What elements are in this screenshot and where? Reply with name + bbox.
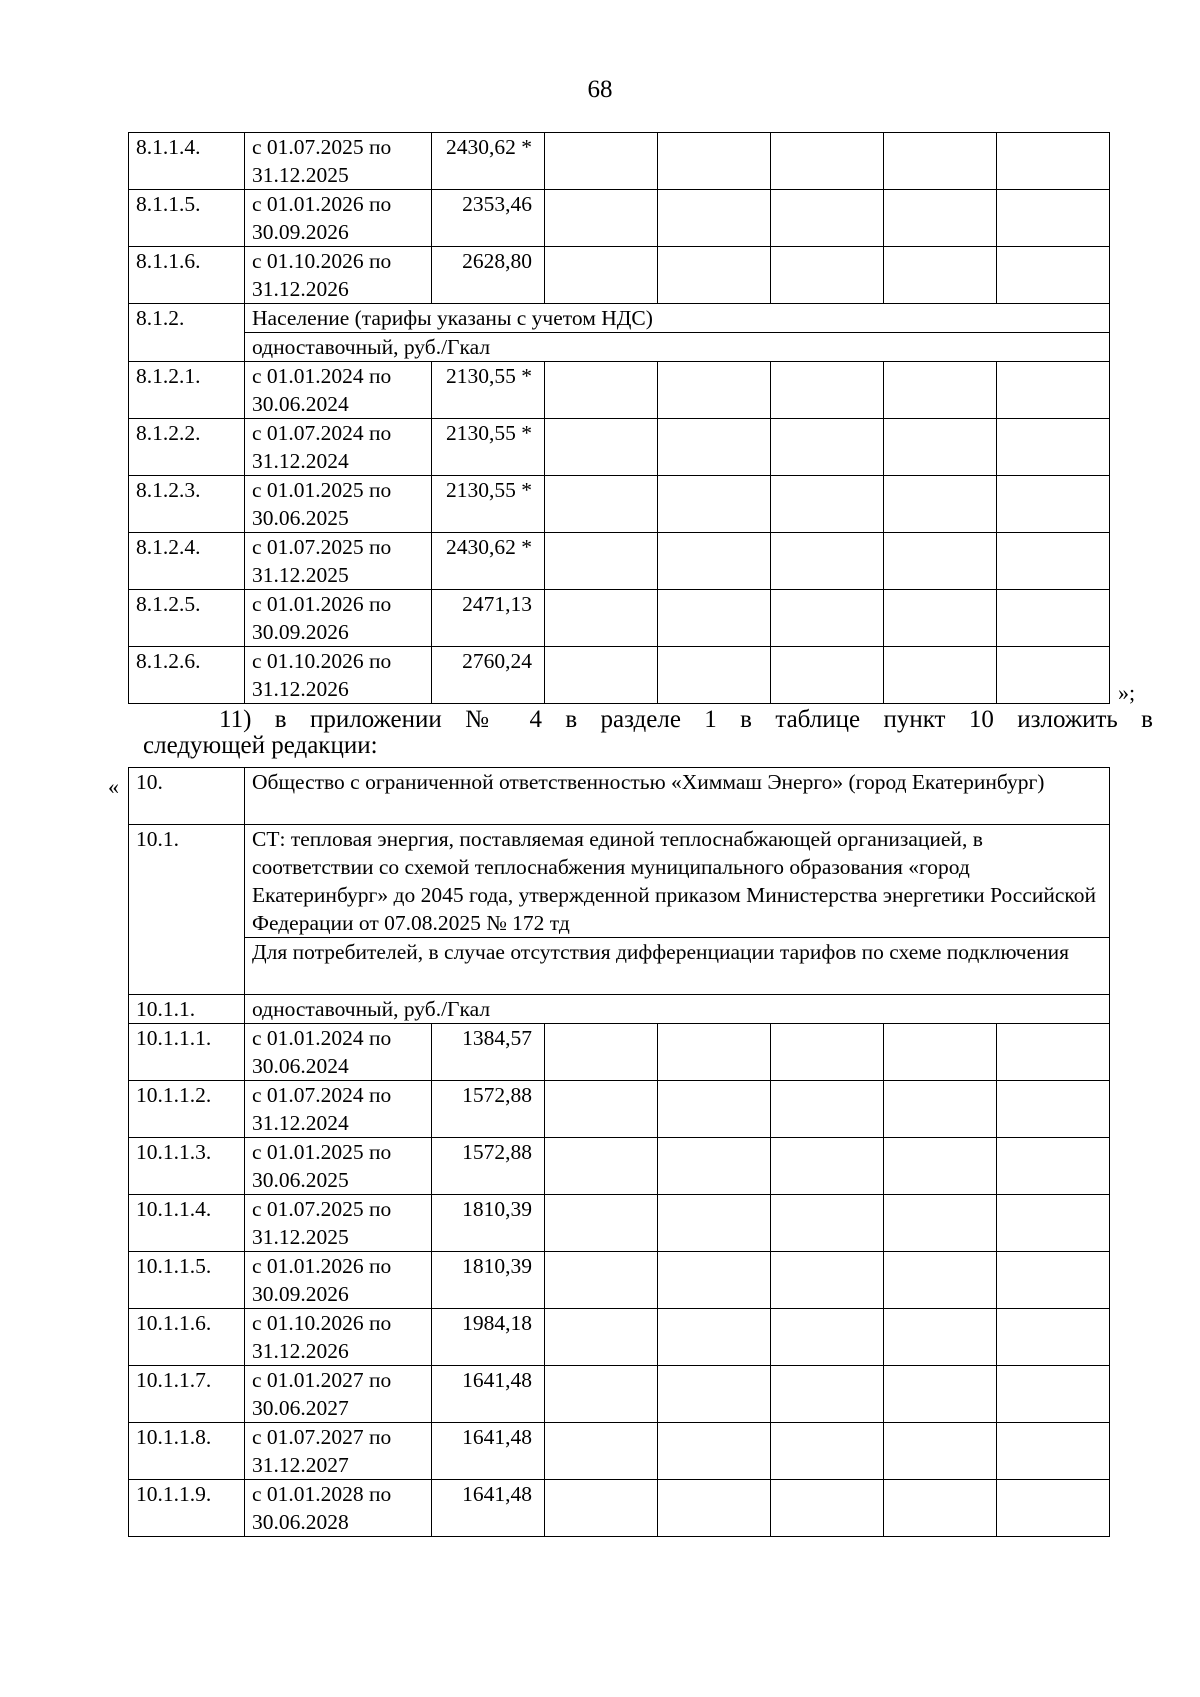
table-row	[129, 1366, 1110, 1423]
empty-cell	[545, 362, 658, 419]
empty-cell	[658, 1195, 771, 1252]
group-unit: одноставочный, руб./Гкал	[245, 333, 1110, 362]
table-row	[129, 1252, 1110, 1309]
row-value: 1984,18	[432, 1309, 545, 1366]
paragraph-line-2: следующей редакции:	[143, 732, 378, 759]
row-number: 10.1.1.4.	[129, 1195, 245, 1252]
empty-cell	[771, 533, 884, 590]
unit-number: 10.1.1.	[129, 995, 245, 1024]
unit-row	[129, 995, 1110, 1024]
empty-cell	[545, 190, 658, 247]
empty-cell	[884, 1252, 997, 1309]
empty-cell	[884, 1138, 997, 1195]
org-title: Общество с ограниченной ответственностью «Химмаш Энерго» (город Екатеринбург)	[245, 768, 1110, 825]
empty-cell	[658, 133, 771, 190]
empty-cell	[545, 1366, 658, 1423]
empty-cell	[545, 133, 658, 190]
empty-cell	[658, 1081, 771, 1138]
sub-row	[129, 825, 1110, 938]
empty-cell	[545, 1423, 658, 1480]
empty-cell	[658, 1252, 771, 1309]
table-row	[129, 190, 1110, 247]
empty-cell	[545, 476, 658, 533]
row-period: с 01.01.2025 по 30.06.2025	[245, 476, 432, 533]
sub-title: СТ: тепловая энергия, поставляемая единой теплоснабжающей организацией, в соответствии со схемой теплоснабжения муниципального образования «город Екатеринбург» до 2045 года, утвержденной приказом Министерства энергетики Российской Федерации от 07.08.2025 № 172 тд	[245, 825, 1110, 938]
row-value: 2353,46	[432, 190, 545, 247]
empty-cell	[545, 1480, 658, 1537]
empty-cell	[884, 476, 997, 533]
empty-cell	[545, 247, 658, 304]
empty-cell	[884, 1024, 997, 1081]
amendment-paragraph	[143, 707, 1153, 759]
empty-cell	[884, 419, 997, 476]
empty-cell	[771, 1366, 884, 1423]
empty-cell	[658, 362, 771, 419]
row-period: с 01.01.2026 по 30.09.2026	[245, 1252, 432, 1309]
empty-cell	[545, 590, 658, 647]
row-period: с 01.10.2026 по 31.12.2026	[245, 647, 432, 704]
sub-number: 10.1.	[129, 825, 245, 995]
empty-cell	[545, 1195, 658, 1252]
group-title: Население (тарифы указаны с учетом НДС)	[245, 304, 1110, 333]
row-period: с 01.07.2024 по 31.12.2024	[245, 1081, 432, 1138]
row-number: 10.1.1.7.	[129, 1366, 245, 1423]
row-number: 8.1.2.2.	[129, 419, 245, 476]
row-period: с 01.01.2026 по 30.09.2026	[245, 190, 432, 247]
empty-cell	[997, 419, 1110, 476]
empty-cell	[771, 1138, 884, 1195]
empty-cell	[997, 1423, 1110, 1480]
empty-cell	[771, 1423, 884, 1480]
empty-cell	[997, 647, 1110, 704]
empty-cell	[884, 533, 997, 590]
row-number: 10.1.1.8.	[129, 1423, 245, 1480]
table-row	[129, 476, 1110, 533]
page-number: 68	[587, 76, 613, 103]
closing-quote-mark: »;	[1118, 680, 1136, 705]
row-value: 2760,24	[432, 647, 545, 704]
row-period: с 01.07.2025 по 31.12.2025	[245, 1195, 432, 1252]
empty-cell	[658, 590, 771, 647]
row-number: 10.1.1.1.	[129, 1024, 245, 1081]
table-row	[129, 1423, 1110, 1480]
empty-cell	[997, 247, 1110, 304]
row-value: 1810,39	[432, 1195, 545, 1252]
table-row	[129, 1138, 1110, 1195]
row-period: с 01.01.2025 по 30.06.2025	[245, 1138, 432, 1195]
sub-note-row	[129, 938, 1110, 995]
empty-cell	[771, 419, 884, 476]
group-row-8-1-2	[129, 304, 1110, 333]
row-number: 10.1.1.3.	[129, 1138, 245, 1195]
empty-cell	[771, 590, 884, 647]
group-number: 8.1.2.	[129, 304, 245, 362]
table-row	[129, 1195, 1110, 1252]
row-value: 1810,39	[432, 1252, 545, 1309]
empty-cell	[884, 1081, 997, 1138]
unit-title: одноставочный, руб./Гкал	[245, 995, 1110, 1024]
row-value: 1641,48	[432, 1366, 545, 1423]
empty-cell	[658, 1309, 771, 1366]
empty-cell	[884, 1366, 997, 1423]
row-period: с 01.07.2024 по 31.12.2024	[245, 419, 432, 476]
row-value: 2430,62 *	[432, 533, 545, 590]
empty-cell	[997, 1081, 1110, 1138]
row-period: с 01.07.2025 по 31.12.2025	[245, 533, 432, 590]
row-number: 10.1.1.5.	[129, 1252, 245, 1309]
empty-cell	[997, 1366, 1110, 1423]
row-value: 2471,13	[432, 590, 545, 647]
empty-cell	[884, 1423, 997, 1480]
row-number: 10.1.1.2.	[129, 1081, 245, 1138]
empty-cell	[771, 1480, 884, 1537]
empty-cell	[997, 1252, 1110, 1309]
empty-cell	[884, 362, 997, 419]
empty-cell	[884, 133, 997, 190]
empty-cell	[545, 533, 658, 590]
empty-cell	[658, 247, 771, 304]
empty-cell	[884, 647, 997, 704]
empty-cell	[658, 476, 771, 533]
org-row	[129, 768, 1110, 825]
empty-cell	[771, 476, 884, 533]
sub-note: Для потребителей, в случае отсутствия дифференциации тарифов по схеме подключения	[245, 938, 1110, 995]
table-row	[129, 247, 1110, 304]
row-value: 1384,57	[432, 1024, 545, 1081]
empty-cell	[545, 419, 658, 476]
row-value: 2130,55 *	[432, 476, 545, 533]
row-value: 1572,88	[432, 1138, 545, 1195]
row-number: 10.1.1.9.	[129, 1480, 245, 1537]
row-number: 8.1.1.4.	[129, 133, 245, 190]
empty-cell	[658, 1366, 771, 1423]
group-unit-row	[129, 333, 1110, 362]
row-number: 8.1.2.5.	[129, 590, 245, 647]
row-period: с 01.01.2026 по 30.09.2026	[245, 590, 432, 647]
empty-cell	[658, 647, 771, 704]
empty-cell	[997, 362, 1110, 419]
row-value: 2430,62 *	[432, 133, 545, 190]
empty-cell	[884, 190, 997, 247]
row-period: с 01.01.2027 по 30.06.2027	[245, 1366, 432, 1423]
row-number: 8.1.2.4.	[129, 533, 245, 590]
tariff-table-section-10	[128, 767, 1110, 1537]
row-number: 8.1.1.6.	[129, 247, 245, 304]
empty-cell	[545, 647, 658, 704]
empty-cell	[997, 1480, 1110, 1537]
row-period: с 01.01.2024 по 30.06.2024	[245, 362, 432, 419]
empty-cell	[658, 419, 771, 476]
empty-cell	[884, 1195, 997, 1252]
empty-cell	[997, 190, 1110, 247]
empty-cell	[884, 247, 997, 304]
table-row	[129, 1081, 1110, 1138]
row-value: 1641,48	[432, 1423, 545, 1480]
tariff-table-section-8	[128, 132, 1110, 704]
table-row	[129, 1309, 1110, 1366]
empty-cell	[545, 1081, 658, 1138]
empty-cell	[545, 1309, 658, 1366]
empty-cell	[997, 1195, 1110, 1252]
table-row	[129, 1024, 1110, 1081]
table-row	[129, 362, 1110, 419]
row-period: с 01.07.2027 по 31.12.2027	[245, 1423, 432, 1480]
empty-cell	[997, 1024, 1110, 1081]
opening-quote-mark: «	[108, 774, 119, 799]
paragraph-line-1: 11) в приложении № 4 в разделе 1 в таблице пункт 10 изложить в	[219, 706, 1153, 733]
row-number: 8.1.2.1.	[129, 362, 245, 419]
empty-cell	[545, 1024, 658, 1081]
row-number: 8.1.2.6.	[129, 647, 245, 704]
table-row	[129, 590, 1110, 647]
row-number: 10.1.1.6.	[129, 1309, 245, 1366]
empty-cell	[771, 1024, 884, 1081]
row-number: 8.1.1.5.	[129, 190, 245, 247]
table-row	[129, 1480, 1110, 1537]
row-period: с 01.10.2026 по 31.12.2026	[245, 1309, 432, 1366]
table-row	[129, 533, 1110, 590]
row-value: 2628,80	[432, 247, 545, 304]
empty-cell	[997, 133, 1110, 190]
empty-cell	[771, 133, 884, 190]
row-period: с 01.01.2028 по 30.06.2028	[245, 1480, 432, 1537]
empty-cell	[658, 1024, 771, 1081]
row-period: с 01.10.2026 по 31.12.2026	[245, 247, 432, 304]
empty-cell	[545, 1138, 658, 1195]
empty-cell	[658, 1423, 771, 1480]
empty-cell	[658, 1480, 771, 1537]
empty-cell	[884, 1309, 997, 1366]
empty-cell	[771, 190, 884, 247]
empty-cell	[658, 1138, 771, 1195]
row-value: 1641,48	[432, 1480, 545, 1537]
empty-cell	[884, 590, 997, 647]
empty-cell	[771, 1195, 884, 1252]
table-row	[129, 133, 1110, 190]
empty-cell	[771, 362, 884, 419]
table-row	[129, 419, 1110, 476]
row-value: 2130,55 *	[432, 419, 545, 476]
empty-cell	[997, 1309, 1110, 1366]
row-period: с 01.01.2024 по 30.06.2024	[245, 1024, 432, 1081]
empty-cell	[771, 1252, 884, 1309]
empty-cell	[771, 247, 884, 304]
empty-cell	[997, 476, 1110, 533]
empty-cell	[658, 533, 771, 590]
empty-cell	[884, 1480, 997, 1537]
row-value: 2130,55 *	[432, 362, 545, 419]
row-period: с 01.07.2025 по 31.12.2025	[245, 133, 432, 190]
empty-cell	[997, 533, 1110, 590]
empty-cell	[997, 1138, 1110, 1195]
empty-cell	[545, 1252, 658, 1309]
empty-cell	[771, 647, 884, 704]
empty-cell	[997, 590, 1110, 647]
empty-cell	[771, 1081, 884, 1138]
row-value: 1572,88	[432, 1081, 545, 1138]
empty-cell	[658, 190, 771, 247]
empty-cell	[771, 1309, 884, 1366]
row-number: 8.1.2.3.	[129, 476, 245, 533]
org-number: 10.	[129, 768, 245, 825]
table-row	[129, 647, 1110, 704]
